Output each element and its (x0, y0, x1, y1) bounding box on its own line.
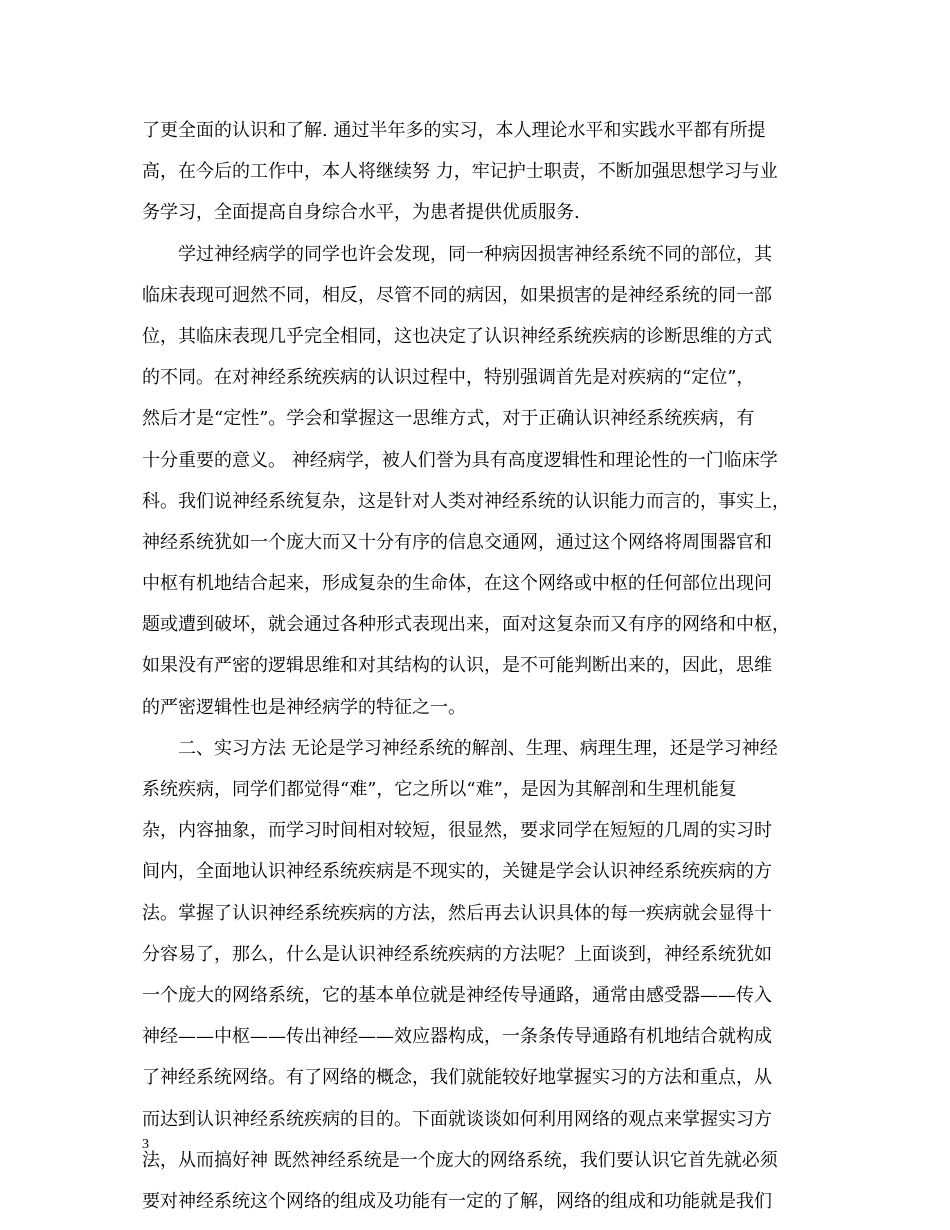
text-line: 神经系统犹如一个庞大而又十分有序的信息交通网，通过这个网络将周围器官和 (142, 531, 772, 553)
text-line: 临床表现可迥然不同，相反，尽管不同的病因，如果损害的是神经系统的同一部 (142, 284, 772, 306)
text-line: 间内，全面地认识神经系统疾病是不现实的，关键是学会认识神经系统疾病的方 (142, 861, 772, 883)
text-line: 如果没有严密的逻辑思维和对其结构的认识，是不可能判断出来的，因此，思维 (142, 655, 772, 677)
text-line: 位，其临床表现几乎完全相同，这也决定了认识神经系统疾病的诊断思维的方式 (142, 325, 772, 347)
text-line: 一个庞大的网络系统，它的基本单位就是神经传导通路，通常由感受器——传入 (142, 984, 772, 1006)
paragraph-start-line: 二、实习方法 无论是学习神经系统的解剖、生理、病理生理，还是学习神经 (178, 737, 778, 759)
text-line: 的不同。在对神经系统疾病的认识过程中，特别强调首先是对疾病的“定位”， (142, 367, 755, 389)
text-line: 了神经系统网络。有了网络的概念，我们就能较好地掌握实习的方法和重点，从 (142, 1067, 772, 1089)
text-line: 十分重要的意义。 神经病学，被人们誉为具有高度逻辑性和理论性的一门临床学 (142, 449, 778, 471)
text-line: 要对神经系统这个网络的组成及功能有一定的了解，网络的组成和功能就是我们 (142, 1190, 772, 1212)
page-number: 3 (142, 1137, 149, 1152)
text-line: 题或遭到破坏，就会通过各种形式表现出来，面对这复杂而又有序的网络和中枢， (142, 614, 790, 636)
text-line: 法。掌握了认识神经系统疾病的方法，然后再去认识具体的每一疾病就会显得十 (142, 902, 772, 924)
paragraph-start-line: 学过神经病学的同学也许会发现，同一种病因损害神经系统不同的部位，其 (178, 243, 772, 265)
text-line: 分容易了，那么，什么是认识神经系统疾病的方法呢？上面谈到，神经系统犹如 (142, 943, 772, 965)
text-line: 中枢有机地结合起来，形成复杂的生命体，在这个网络或中枢的任何部位出现问 (142, 573, 772, 595)
text-line: 的严密逻辑性也是神经病学的特征之一。 (142, 696, 466, 718)
text-line: 杂，内容抽象，而学习时间相对较短，很显然，要求同学在短短的几周的实习时 (142, 820, 772, 842)
text-line: 系统疾病，同学们都觉得“难”，它之所以“难”，是因为其解剖和生理机能复 (142, 779, 737, 800)
text-line: 神经——中枢——传出神经——效应器构成，一条条传导通路有机地结合就构成 (142, 1026, 772, 1048)
body-text (142, 110, 827, 1222)
text-line: 然后才是“定性”。学会和掌握这一思维方式，对于正确认识神经系统疾病，有 (142, 408, 755, 430)
text-line: 了更全面的认识和了解. 通过半年多的实习，本人理论水平和实践水平都有所提 (142, 120, 766, 141)
text-line: 科。我们说神经系统复杂，这是针对人类对神经系统的认识能力而言的，事实上， (142, 490, 790, 512)
text-line: 务学习，全面提高自身综合水平，为患者提供优质服务. (142, 202, 580, 224)
text-line: 高，在今后的工作中，本人将继续努 力，牢记护士职责，不断加强思想学习与业 (142, 161, 778, 183)
text-line: 而达到认识神经系统疾病的目的。下面就谈谈如何利用网络的观点来掌握实习方 (142, 1108, 772, 1130)
text-line: 法，从而搞好神 既然神经系统是一个庞大的网络系统，我们要认识它首先就必须 (142, 1149, 778, 1171)
